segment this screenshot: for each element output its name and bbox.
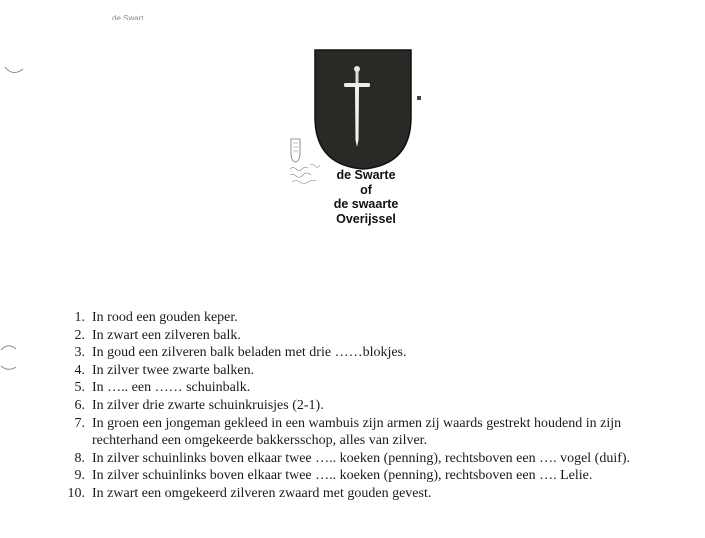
handwritten-sketch <box>288 137 326 189</box>
item-number: 4. <box>74 362 85 378</box>
item-number: 5. <box>74 380 85 396</box>
punch-hole-mark <box>0 362 22 376</box>
caption-line: Overijssel <box>336 211 396 226</box>
item-text: In rood een gouden keper. <box>92 310 238 325</box>
item-number: 3. <box>74 345 85 361</box>
item-number: 6. <box>74 397 85 413</box>
list-item <box>56 397 676 415</box>
item-text: In zilver twee zwarte balken. <box>92 362 255 378</box>
caption-line: de swaarte <box>333 197 399 211</box>
list-item <box>56 362 676 380</box>
item-text: In zilver schuinlinks boven elkaar twee ….. koeken (penning), rechtsboven een …. Lelie. <box>92 468 593 484</box>
item-text: In groen een jongeman gekleed in een wambuis zijn armen zij waards gestrekt houdend in zijn rechterhand een omgekeerde bakkersschop, alles van zilver. <box>92 415 622 449</box>
item-text: In goud een zilveren balk beladen met drie ……blokjes. <box>92 345 407 361</box>
list-item <box>56 344 676 362</box>
item-number: 7. <box>74 415 85 431</box>
item-number: 9. <box>74 468 85 484</box>
item-text: In zilver schuinlinks boven elkaar twee ….. koeken (penning), rechtsboven een …. vogel (duif). <box>92 450 631 466</box>
coat-of-arms-shield <box>312 47 414 171</box>
list-item <box>56 327 676 345</box>
item-number: 8. <box>74 450 85 466</box>
blazon-list <box>56 309 676 503</box>
item-number: 2. <box>74 327 85 343</box>
arms-caption <box>322 168 410 226</box>
item-text: In zwart een zilveren balk. <box>92 327 241 343</box>
caption-line: of <box>360 182 372 197</box>
list-item <box>56 450 676 468</box>
item-number: 10. <box>67 485 85 501</box>
caption-line: de Swarte <box>336 168 396 182</box>
item-text: In zilver drie zwarte schuinkruisjes (2-1). <box>92 397 324 413</box>
list-item <box>56 309 676 327</box>
punch-hole-mark <box>0 340 22 354</box>
list-item <box>56 467 676 485</box>
list-item <box>56 379 676 397</box>
header-fragment: de Swart <box>112 14 144 20</box>
asterisk-mark <box>417 88 422 93</box>
list-item <box>56 485 676 503</box>
item-text: In ….. een …… schuinbalk. <box>92 380 251 396</box>
list-item <box>56 415 676 450</box>
item-number: 1. <box>74 310 85 325</box>
item-text: In zwart een omgekeerd zilveren zwaard met gouden gevest. <box>92 485 432 501</box>
punch-hole-mark <box>3 64 25 78</box>
